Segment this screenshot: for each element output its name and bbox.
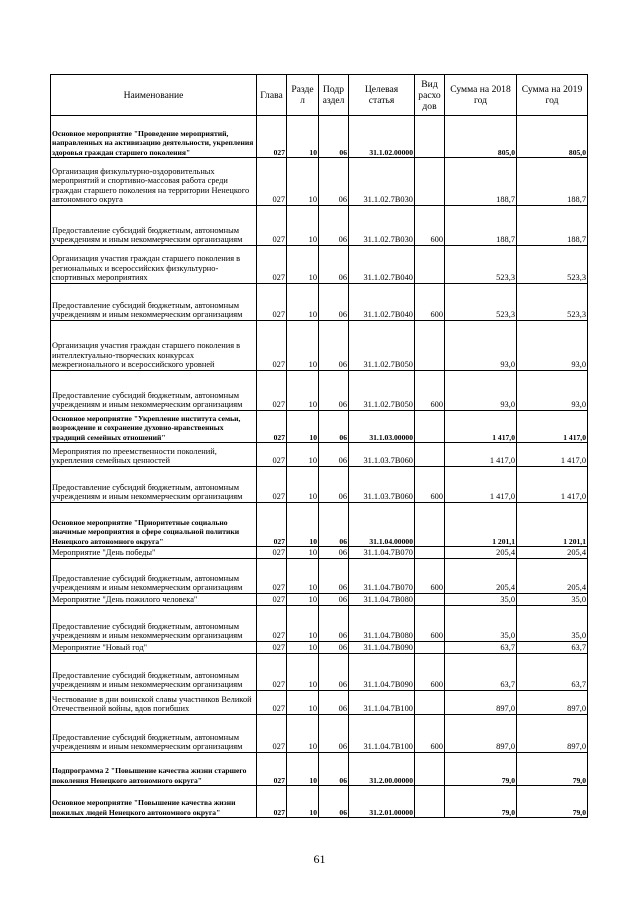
row-name: Предоставление субсидий бюджетным, автономным учреждениям и иным некоммерческим организациям <box>51 371 257 411</box>
row-article: 31.1.03.7В060 <box>349 443 415 467</box>
row-vid <box>415 594 445 606</box>
row-sum-2019: 63,7 <box>517 654 588 691</box>
table-row <box>51 547 588 559</box>
row-sum-2018: 188,7 <box>445 158 517 206</box>
row-sum-2018: 897,0 <box>445 691 517 715</box>
row-article: 31.2.00.00000 <box>349 753 415 786</box>
row-razdel: 10 <box>287 642 319 654</box>
header-article: Целевая статья <box>349 75 415 116</box>
row-name: Основное мероприятие "Проведение мероприятий, направленных на активизацию деятельности, укрепления здоровья граждан старшего поколения" <box>51 116 257 158</box>
row-article: 31.1.04.7В080 <box>349 594 415 606</box>
row-vid: 600 <box>415 371 445 411</box>
row-glava: 027 <box>257 158 287 206</box>
row-name: Организация участия граждан старшего поколения в интеллектуально-творческих конкурсах межрегионального и всероссийского уровней <box>51 321 257 371</box>
row-razdel: 10 <box>287 715 319 753</box>
table-row <box>51 443 588 467</box>
row-vid: 600 <box>415 654 445 691</box>
table-row <box>51 642 588 654</box>
row-podrazdel: 06 <box>319 116 349 158</box>
row-razdel: 10 <box>287 158 319 206</box>
row-article: 31.1.02.7В050 <box>349 371 415 411</box>
row-razdel: 10 <box>287 443 319 467</box>
row-name: Основное мероприятие "Повышение качества жизни пожилых людей Ненецкого автономного округа" <box>51 786 257 818</box>
header-glava: Глава <box>257 75 287 116</box>
row-sum-2018: 188,7 <box>445 206 517 246</box>
row-article: 31.1.02.7В050 <box>349 321 415 371</box>
table-row <box>51 691 588 715</box>
row-podrazdel: 06 <box>319 654 349 691</box>
row-sum-2018: 79,0 <box>445 786 517 818</box>
row-razdel: 10 <box>287 467 319 503</box>
row-sum-2018: 1 417,0 <box>445 467 517 503</box>
row-name: Предоставление субсидий бюджетным, автономным учреждениям и иным некоммерческим организациям <box>51 715 257 753</box>
table-row <box>51 284 588 321</box>
row-vid: 600 <box>415 284 445 321</box>
row-razdel: 10 <box>287 116 319 158</box>
header-razdel: Разде л <box>287 75 319 116</box>
row-vid: 600 <box>415 559 445 594</box>
row-razdel: 10 <box>287 321 319 371</box>
row-article: 31.1.04.7В100 <box>349 715 415 753</box>
table-row <box>51 158 588 206</box>
row-name: Организация участия граждан старшего поколения в региональных и всероссийских физкультурно-спортивных мероприятиях <box>51 246 257 284</box>
row-sum-2019: 205,4 <box>517 547 588 559</box>
row-sum-2018: 63,7 <box>445 654 517 691</box>
page-number: 61 <box>313 852 326 866</box>
row-sum-2018: 205,4 <box>445 547 517 559</box>
row-sum-2018: 79,0 <box>445 753 517 786</box>
header-vid: Вид расхо дов <box>415 75 445 116</box>
row-article: 31.1.04.00000 <box>349 503 415 547</box>
row-podrazdel: 06 <box>319 606 349 642</box>
row-podrazdel: 06 <box>319 786 349 818</box>
row-sum-2019: 93,0 <box>517 321 588 371</box>
row-sum-2018: 897,0 <box>445 715 517 753</box>
row-name: Мероприятие "День пожилого человека" <box>51 594 257 606</box>
row-name: Чествование в дни воинской славы участников Великой Отечественной войны, вдов погибших <box>51 691 257 715</box>
row-name: Организация физкультурно-оздоровительных мероприятий и спортивно-массовая работа среди граждан старшего поколения на территории Ненецкого автономного округа <box>51 158 257 206</box>
row-razdel: 10 <box>287 606 319 642</box>
table-row <box>51 606 588 642</box>
row-sum-2018: 1 417,0 <box>445 443 517 467</box>
budget-table <box>50 74 588 818</box>
row-vid: 600 <box>415 606 445 642</box>
row-article: 31.1.02.00000 <box>349 116 415 158</box>
row-glava: 027 <box>257 786 287 818</box>
row-podrazdel: 06 <box>319 206 349 246</box>
table-row <box>51 594 588 606</box>
row-podrazdel: 06 <box>319 642 349 654</box>
row-vid <box>415 246 445 284</box>
row-razdel: 10 <box>287 786 319 818</box>
row-sum-2019: 93,0 <box>517 371 588 411</box>
row-glava: 027 <box>257 116 287 158</box>
row-sum-2018: 805,0 <box>445 116 517 158</box>
row-glava: 027 <box>257 321 287 371</box>
row-article: 31.1.02.7В040 <box>349 246 415 284</box>
header-podrazdel: Подр аздел <box>319 75 349 116</box>
row-podrazdel: 06 <box>319 411 349 443</box>
row-vid <box>415 753 445 786</box>
row-podrazdel: 06 <box>319 371 349 411</box>
row-article: 31.1.03.7В060 <box>349 467 415 503</box>
row-podrazdel: 06 <box>319 321 349 371</box>
row-vid <box>415 443 445 467</box>
row-name: Мероприятие "Новый год" <box>51 642 257 654</box>
row-glava: 027 <box>257 642 287 654</box>
row-sum-2018: 35,0 <box>445 606 517 642</box>
row-vid <box>415 116 445 158</box>
row-podrazdel: 06 <box>319 503 349 547</box>
row-sum-2019: 897,0 <box>517 715 588 753</box>
row-podrazdel: 06 <box>319 691 349 715</box>
row-razdel: 10 <box>287 371 319 411</box>
row-name: Основное мероприятие "Приоритетные социально значимые мероприятия в сфере социальной политики Ненецкого автономного округа" <box>51 503 257 547</box>
row-glava: 027 <box>257 284 287 321</box>
table-row <box>51 467 588 503</box>
row-glava: 027 <box>257 594 287 606</box>
row-vid <box>415 411 445 443</box>
row-glava: 027 <box>257 654 287 691</box>
row-sum-2019: 188,7 <box>517 206 588 246</box>
row-sum-2019: 79,0 <box>517 753 588 786</box>
row-sum-2019: 1 417,0 <box>517 443 588 467</box>
row-sum-2019: 79,0 <box>517 786 588 818</box>
row-glava: 027 <box>257 371 287 411</box>
row-name: Подпрограмма 2 "Повышение качества жизни старшего поколения Ненецкого автономного округа" <box>51 753 257 786</box>
row-razdel: 10 <box>287 503 319 547</box>
row-name: Предоставление субсидий бюджетным, автономным учреждениям и иным некоммерческим организациям <box>51 284 257 321</box>
table-row <box>51 321 588 371</box>
row-podrazdel: 06 <box>319 284 349 321</box>
row-vid: 600 <box>415 206 445 246</box>
row-razdel: 10 <box>287 654 319 691</box>
table-row <box>51 786 588 818</box>
row-sum-2019: 188,7 <box>517 158 588 206</box>
row-podrazdel: 06 <box>319 467 349 503</box>
row-article: 31.1.02.7В040 <box>349 284 415 321</box>
row-razdel: 10 <box>287 411 319 443</box>
row-sum-2019: 523,3 <box>517 284 588 321</box>
row-razdel: 10 <box>287 284 319 321</box>
table-row <box>51 116 588 158</box>
row-article: 31.1.02.7В030 <box>349 158 415 206</box>
row-podrazdel: 06 <box>319 246 349 284</box>
row-glava: 027 <box>257 606 287 642</box>
row-razdel: 10 <box>287 206 319 246</box>
row-article: 31.1.04.7В090 <box>349 642 415 654</box>
row-razdel: 10 <box>287 559 319 594</box>
row-podrazdel: 06 <box>319 715 349 753</box>
table-row <box>51 654 588 691</box>
row-sum-2018: 205,4 <box>445 559 517 594</box>
row-glava: 027 <box>257 443 287 467</box>
row-name: Предоставление субсидий бюджетным, автономным учреждениям и иным некоммерческим организациям <box>51 467 257 503</box>
row-sum-2019: 523,3 <box>517 246 588 284</box>
row-glava: 027 <box>257 715 287 753</box>
row-vid <box>415 691 445 715</box>
row-razdel: 10 <box>287 753 319 786</box>
table-row <box>51 753 588 786</box>
row-razdel: 10 <box>287 594 319 606</box>
header-sum-2019: Сумма на 2019 год <box>517 75 588 116</box>
table-row <box>51 246 588 284</box>
row-article: 31.1.04.7В090 <box>349 654 415 691</box>
row-podrazdel: 06 <box>319 158 349 206</box>
row-glava: 027 <box>257 547 287 559</box>
table-row <box>51 715 588 753</box>
row-article: 31.1.02.7В030 <box>349 206 415 246</box>
row-name: Основное мероприятие "Укрепление института семьи, возрождение и сохранение духовно-нравственных традиций семейных отношений" <box>51 411 257 443</box>
row-name: Предоставление субсидий бюджетным, автономным учреждениям и иным некоммерческим организациям <box>51 206 257 246</box>
row-article: 31.2.01.00000 <box>349 786 415 818</box>
row-sum-2018: 1 417,0 <box>445 411 517 443</box>
row-sum-2018: 63,7 <box>445 642 517 654</box>
row-sum-2019: 805,0 <box>517 116 588 158</box>
row-glava: 027 <box>257 559 287 594</box>
row-podrazdel: 06 <box>319 594 349 606</box>
row-sum-2018: 1 201,1 <box>445 503 517 547</box>
row-sum-2019: 205,4 <box>517 559 588 594</box>
table-row <box>51 371 588 411</box>
row-vid: 600 <box>415 467 445 503</box>
row-sum-2018: 523,3 <box>445 284 517 321</box>
row-glava: 027 <box>257 206 287 246</box>
row-article: 31.1.03.00000 <box>349 411 415 443</box>
row-name: Мероприятие "День победы" <box>51 547 257 559</box>
row-podrazdel: 06 <box>319 559 349 594</box>
row-razdel: 10 <box>287 246 319 284</box>
row-razdel: 10 <box>287 691 319 715</box>
row-glava: 027 <box>257 246 287 284</box>
row-podrazdel: 06 <box>319 547 349 559</box>
row-vid <box>415 786 445 818</box>
row-glava: 027 <box>257 753 287 786</box>
table-row <box>51 559 588 594</box>
row-sum-2019: 1 417,0 <box>517 411 588 443</box>
row-vid: 600 <box>415 715 445 753</box>
row-name: Мероприятия по преемственности поколений, укрепления семейных ценностей <box>51 443 257 467</box>
row-sum-2018: 35,0 <box>445 594 517 606</box>
table-row <box>51 206 588 246</box>
row-sum-2019: 1 417,0 <box>517 467 588 503</box>
row-vid <box>415 321 445 371</box>
table-row <box>51 411 588 443</box>
row-sum-2019: 1 201,1 <box>517 503 588 547</box>
row-name: Предоставление субсидий бюджетным, автономным учреждениям и иным некоммерческим организациям <box>51 606 257 642</box>
row-sum-2018: 93,0 <box>445 371 517 411</box>
header-sum-2018: Сумма на 2018 год <box>445 75 517 116</box>
row-name: Предоставление субсидий бюджетным, автономным учреждениям и иным некоммерческим организациям <box>51 559 257 594</box>
row-name: Предоставление субсидий бюджетным, автономным учреждениям и иным некоммерческим организациям <box>51 654 257 691</box>
row-sum-2019: 35,0 <box>517 606 588 642</box>
row-glava: 027 <box>257 691 287 715</box>
row-glava: 027 <box>257 503 287 547</box>
row-sum-2019: 63,7 <box>517 642 588 654</box>
table-header-row <box>51 75 588 116</box>
row-sum-2019: 35,0 <box>517 594 588 606</box>
table-body <box>51 116 588 818</box>
row-article: 31.1.04.7В100 <box>349 691 415 715</box>
row-glava: 027 <box>257 411 287 443</box>
row-sum-2019: 897,0 <box>517 691 588 715</box>
row-podrazdel: 06 <box>319 753 349 786</box>
row-razdel: 10 <box>287 547 319 559</box>
row-glava: 027 <box>257 467 287 503</box>
row-podrazdel: 06 <box>319 443 349 467</box>
row-article: 31.1.04.7В080 <box>349 606 415 642</box>
row-vid <box>415 547 445 559</box>
row-article: 31.1.04.7В070 <box>349 559 415 594</box>
row-vid <box>415 642 445 654</box>
row-sum-2018: 93,0 <box>445 321 517 371</box>
row-vid <box>415 503 445 547</box>
row-article: 31.1.04.7В070 <box>349 547 415 559</box>
row-vid <box>415 158 445 206</box>
table-row <box>51 503 588 547</box>
header-name: Наименование <box>51 75 257 116</box>
row-sum-2018: 523,3 <box>445 246 517 284</box>
